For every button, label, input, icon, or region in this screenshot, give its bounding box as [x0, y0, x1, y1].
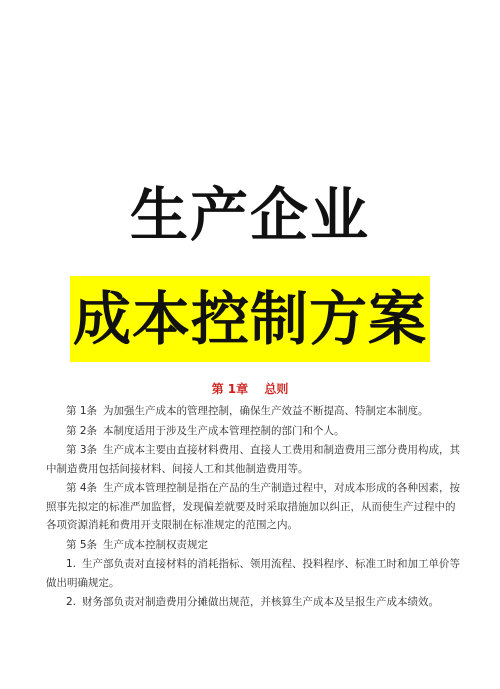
paragraph-text: 为加强生产成本的管理控制，确保生产效益不断提高、特制定本制度。 [103, 405, 429, 417]
paragraph-text: 本制度适用于涉及生产成本管理控制的部门和个人。 [103, 424, 345, 437]
paragraph-article-1 [46, 402, 464, 421]
paragraph-text: 生产成本控制权责规定 [103, 538, 209, 551]
paragraph-text: 生产成本主要由直接材料费用、直接人工费用和制造费用三部分费用构成，其中制造费用包括间接材料、间接人工和其他制造费用等。 [46, 444, 461, 475]
paragraph-label: 第 1条 [66, 405, 98, 417]
chapter-number: 第 1章 [211, 382, 249, 396]
paragraph-label: 第 5条 [66, 538, 98, 551]
document-title: 生产企业 [129, 181, 370, 249]
paragraph-article-5 [46, 536, 464, 555]
paragraph-text: 财务部负责对制造费用分摊做出规范，并核算生产成本及呈报生产成本绩效。 [82, 596, 440, 608]
paragraph-article-2 [46, 422, 464, 441]
paragraph-label: 1. [66, 558, 77, 570]
paragraph-article-3 [46, 441, 464, 478]
paragraph-text: 生产部负责对直接材料的消耗指标、领用流程、投料程序、标准工时和加工单价等做出明确规定。 [46, 558, 461, 589]
paragraph-article-4 [46, 479, 464, 535]
paragraph-label: 第 2条 [66, 424, 98, 437]
document-subtitle: 成本控制方案 [72, 285, 427, 353]
chapter-name: 总则 [264, 382, 289, 396]
paragraph-label: 第 4条 [66, 482, 98, 494]
chapter-heading [0, 381, 500, 397]
body-text [46, 402, 464, 613]
paragraph-label: 第 3条 [66, 444, 98, 456]
paragraph-item-1 [46, 555, 464, 592]
paragraph-label: 2. [66, 596, 77, 608]
paragraph-item-2 [46, 593, 464, 612]
paragraph-text: 生产成本管理控制是指在产品的生产制造过程中，对成本形成的各种因素，按照事先拟定的标准严加监督，发现偏差就要及时采取措施加以纠正，从而使生产过程中的各项资源消耗和费用开支限制在标准规定的范围之内。 [46, 482, 461, 531]
